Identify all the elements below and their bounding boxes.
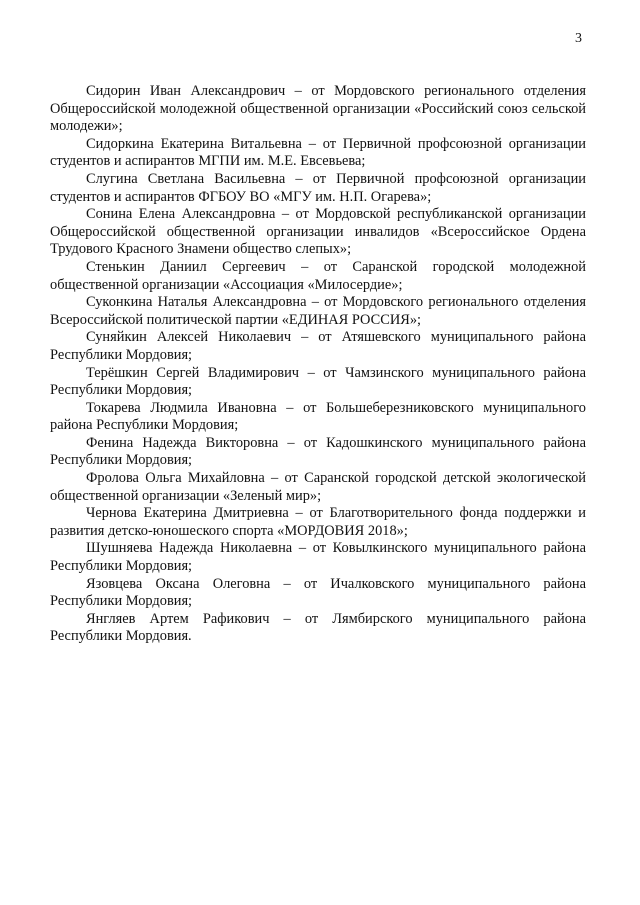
list-item: Суконкина Наталья Александровна – от Мордовского регионального отделения Всероссийской политической партии «ЕДИНАЯ РОССИЯ»; (50, 294, 586, 328)
page-number: 3 (575, 31, 582, 46)
list-item: Фенина Надежда Викторовна – от Кадошкинского муниципального района Республики Мордовия; (50, 434, 586, 469)
list-item: Чернова Екатерина Дмитриевна – от Благотворительного фонда поддержки и развития детско-юношеского спорта «МОРДОВИЯ 2018»; (50, 505, 586, 539)
list-item: Токарева Людмила Ивановна – от Большеберезниковского муниципального района Республики Мордовия; (50, 399, 586, 434)
list-item: Сидоркина Екатерина Витальевна – от Первичной профсоюзной организации студентов и аспирантов МГПИ им. М.Е. Евсевьева; (50, 135, 586, 170)
list-item: Терёшкин Сергей Владимирович – от Чамзинского муниципального района Республики Мордовия; (50, 364, 586, 399)
list-item: Шушняева Надежда Николаевна – от Ковылкинского муниципального района Республики Мордовия; (50, 540, 586, 575)
list-item: Стенькин Даниил Сергеевич – от Саранской городской молодежной общественной организации «Ассоциация «Милосердие»; (50, 258, 586, 293)
list-item: Язовцева Оксана Олеговна – от Ичалковского муниципального района Республики Мордовия; (50, 575, 586, 610)
list-item: Янгляев Артем Рафикович – от Лямбирского муниципального района Республики Мордовия. (50, 610, 586, 645)
list-item: Слугина Светлана Васильевна – от Первичной профсоюзной организации студентов и аспирантов ФГБОУ ВО «МГУ им. Н.П. Огарева»; (50, 170, 586, 205)
list-item: Фролова Ольга Михайловна – от Саранской городской детской экологической общественной организации «Зеленый мир»; (50, 470, 586, 504)
member-list (50, 83, 586, 646)
list-item: Сонина Елена Александровна – от Мордовской республиканской организации Общероссийской общественной организации инвалидов «Всероссийское Ордена Трудового Красного Знамени общество слепых»; (50, 206, 586, 258)
list-item: Суняйкин Алексей Николаевич – от Атяшевского муниципального района Республики Мордовия; (50, 329, 586, 363)
list-item: Сидорин Иван Александрович – от Мордовского регионального отделения Общероссийской молодежной общественной организации «Российский союз сельской молодежи»; (50, 83, 586, 135)
